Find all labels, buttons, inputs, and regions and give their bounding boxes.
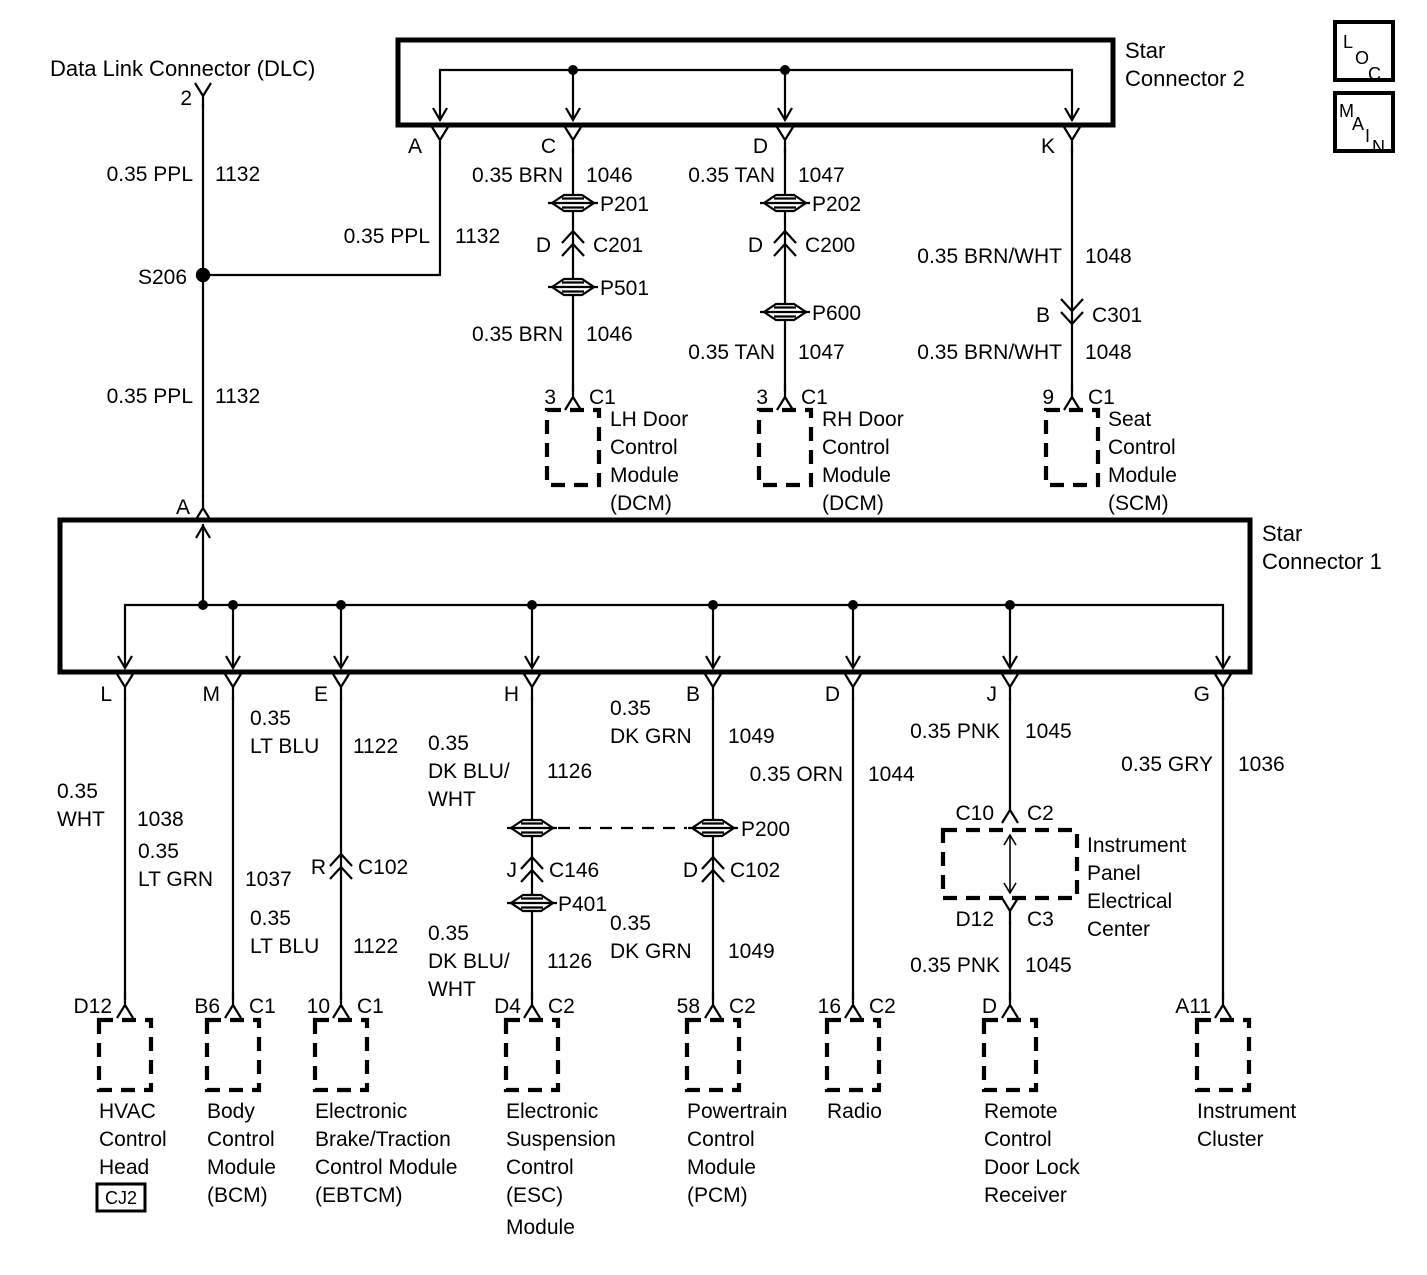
wire-spec: 0.35 [428,922,469,945]
pass-through-label: P600 [812,302,862,325]
pin-number: 3 [756,386,768,409]
pin-letter: E [313,683,328,706]
wire-spec: 0.35 TAN [688,164,775,187]
connector-label: C1 [357,995,384,1018]
junction-dot [780,65,790,75]
wire-circuit: 1049 [728,940,775,963]
wire-spec: 0.35 GRY [1121,753,1213,776]
pin-number: C10 [955,802,994,825]
wire-spec: 0.35 PPL [106,163,193,186]
module-label: Electronic [506,1100,599,1123]
inline-connector-label: C201 [593,234,644,257]
ipec-label: Electrical [1087,890,1173,913]
wire-spec: 0.35 [250,707,291,730]
module-label: Remote [984,1100,1058,1123]
pin-number: D [981,995,997,1018]
junction-dot [848,600,858,610]
wire-circuit: 1045 [1025,720,1072,743]
wire-spec: DK BLU/ [428,760,510,783]
pin-letter: H [503,683,519,706]
pin-number: A11 [1175,995,1211,1018]
star-connector-1-name: Star [1262,521,1303,546]
star-connector-2-name: Star [1125,38,1166,63]
module-label: HVAC [99,1100,156,1123]
wire-circuit: 1132 [215,163,261,186]
pin-number: 10 [306,995,330,1018]
wire-spec: 0.35 PNK [910,954,1000,977]
wire-spec: WHT [428,978,476,1001]
pin-number: D12 [73,995,112,1018]
ipec-label: Panel [1087,862,1141,885]
main-button-letter: N [1372,137,1385,157]
connector-label: C2 [1027,802,1054,825]
wire-spec: DK GRN [610,940,692,963]
pin-number: D4 [494,995,521,1018]
wire-circuit: 1126 [547,760,593,783]
wire-spec: LT BLU [250,935,320,958]
wire-spec: DK GRN [610,725,692,748]
main-button-letter: M [1339,101,1354,121]
module-label: Seat [1108,408,1152,431]
module-label: Head [99,1156,150,1179]
module-label: Suspension [506,1128,616,1151]
cj2-link-label: CJ2 [104,1188,138,1208]
wire-circuit: 1045 [1025,954,1072,977]
wire-circuit: 1037 [245,868,292,891]
junction-dot [198,600,208,610]
dlc-pin-number: 2 [180,87,192,110]
module-label: Radio [827,1100,882,1123]
inline-pin: D [535,234,551,257]
inline-pin: J [506,859,517,882]
connector-label: C1 [249,995,276,1018]
module-label: RH Door [822,408,904,431]
wire-spec: 0.35 [57,780,98,803]
pin-letter: A [407,135,422,158]
wire-spec: 0.35 BRN/WHT [917,341,1062,364]
module-label: (EBTCM) [315,1184,403,1207]
module-label: (ESC) [506,1184,564,1207]
wire-circuit: 1122 [353,735,399,758]
wire-spec: LT GRN [138,868,214,891]
wire-circuit: 1126 [547,950,593,973]
wire-circuit: 1048 [1085,341,1132,364]
connector-label: C2 [869,995,896,1018]
connector-label: C1 [589,386,616,409]
junction-dot [336,600,346,610]
pass-through-label: P201 [600,193,650,216]
module-label: Module [610,464,679,487]
module-label: Module [822,464,891,487]
module-label: Cluster [1197,1128,1264,1151]
wire-circuit: 1046 [586,164,633,187]
pass-through-label: P200 [741,818,791,841]
star-connector-1-name: Connector 1 [1262,549,1382,574]
junction-dot [527,600,537,610]
pin-number: 3 [544,386,556,409]
wire-circuit: 1046 [586,323,633,346]
module-label: (SCM) [1108,492,1169,515]
inline-pin: D [747,234,763,257]
wire-spec: 0.35 BRN [471,323,563,346]
connector-label: C1 [1088,386,1115,409]
wire-circuit: 1044 [868,763,915,786]
connector-label: C2 [729,995,756,1018]
star-connector-2-name: Connector 2 [1125,66,1245,91]
loc-button-letter: C [1368,64,1381,84]
wire-circuit: 1132 [215,385,261,408]
module-label: (BCM) [207,1184,268,1207]
module-label: Door Lock [984,1156,1080,1179]
wire-spec: WHT [428,788,476,811]
module-label: Control Module [315,1156,458,1179]
wire-circuit: 1036 [1238,753,1285,776]
wire-spec: 0.35 [610,912,651,935]
wire-spec: LT BLU [250,735,320,758]
module-label: Powertrain [687,1100,788,1123]
pin-letter: A [175,496,190,519]
main-button-letter: I [1365,126,1371,146]
module-label: Control [822,436,890,459]
pin-letter: L [100,683,112,706]
module-label: Instrument [1197,1100,1297,1123]
connector-label: C1 [801,386,828,409]
pin-number: 9 [1042,386,1054,409]
dlc-title: Data Link Connector (DLC) [50,56,316,81]
wire-circuit: 1047 [798,164,845,187]
wire-spec: 0.35 [250,907,291,930]
pin-letter: C [540,135,556,158]
inline-pin: B [1035,304,1050,327]
main-button-letter: A [1352,114,1365,134]
junction-dot [568,65,578,75]
wire-spec: WHT [57,808,105,831]
pin-number: 16 [817,995,841,1018]
wire-spec: 0.35 BRN [471,164,563,187]
wire-circuit: 1049 [728,725,775,748]
loc-button-letter: L [1343,32,1354,52]
pin-number: D12 [955,908,994,931]
module-label: Electronic [315,1100,408,1123]
wire-spec: 0.35 BRN/WHT [917,245,1062,268]
module-label: Module [506,1216,575,1239]
module-label: Brake/Traction [315,1128,451,1151]
pin-letter: M [202,683,220,706]
inline-connector-label: C301 [1092,304,1143,327]
pin-number: 58 [676,995,700,1018]
pin-letter: G [1193,683,1210,706]
wire-spec: 0.35 [428,732,469,755]
ipec-label: Instrument [1087,834,1187,857]
module-label: Receiver [984,1184,1067,1207]
module-label: Control [1108,436,1176,459]
wire-circuit: 1132 [455,225,501,248]
junction-dot [1005,600,1015,610]
wire-spec: 0.35 TAN [688,341,775,364]
splice-label: S206 [137,266,187,289]
module-label: Control [99,1128,167,1151]
module-label: Control [610,436,678,459]
pin-letter: D [752,135,768,158]
wire-spec: 0.35 [138,840,179,863]
wire-circuit: 1038 [137,808,184,831]
module-label: (DCM) [822,492,884,515]
inline-connector-label: C146 [549,859,600,882]
inline-connector-label: C200 [805,234,856,257]
junction-dot [228,600,238,610]
wire-circuit: 1047 [798,341,845,364]
wire-spec: 0.35 PPL [343,225,430,248]
wire-spec: DK BLU/ [428,950,510,973]
wire-circuit: 1122 [353,935,399,958]
module-label: Module [207,1156,276,1179]
pass-through-label: P401 [558,893,608,916]
module-label: (DCM) [610,492,672,515]
pass-through-label: P501 [600,277,650,300]
inline-pin: D [682,859,698,882]
ipec-label: Center [1087,918,1151,941]
connector-label: C2 [548,995,575,1018]
wire-spec: 0.35 [610,697,651,720]
module-label: Module [1108,464,1177,487]
wire-spec: 0.35 PPL [106,385,193,408]
module-label: Control [984,1128,1052,1151]
module-label: Module [687,1156,756,1179]
loc-button-letter: O [1355,48,1370,68]
pin-number: B6 [194,995,220,1018]
pin-letter: B [685,683,700,706]
wire-spec: 0.35 ORN [749,763,843,786]
module-label: LH Door [610,408,689,431]
inline-connector-label: C102 [358,856,409,879]
pin-letter: D [824,683,840,706]
inline-pin: R [310,856,326,879]
module-label: Body [207,1100,255,1123]
wire-spec: 0.35 PNK [910,720,1000,743]
pass-through-label: P202 [812,193,862,216]
wire-circuit: 1048 [1085,245,1132,268]
module-label: Control [687,1128,755,1151]
junction-dot [708,600,718,610]
module-label: Control [506,1156,574,1179]
inline-connector-label: C102 [730,859,781,882]
module-label: (PCM) [687,1184,748,1207]
module-label: Control [207,1128,275,1151]
pin-letter: K [1040,135,1055,158]
pin-letter: J [986,683,997,706]
connector-label: C3 [1027,908,1054,931]
